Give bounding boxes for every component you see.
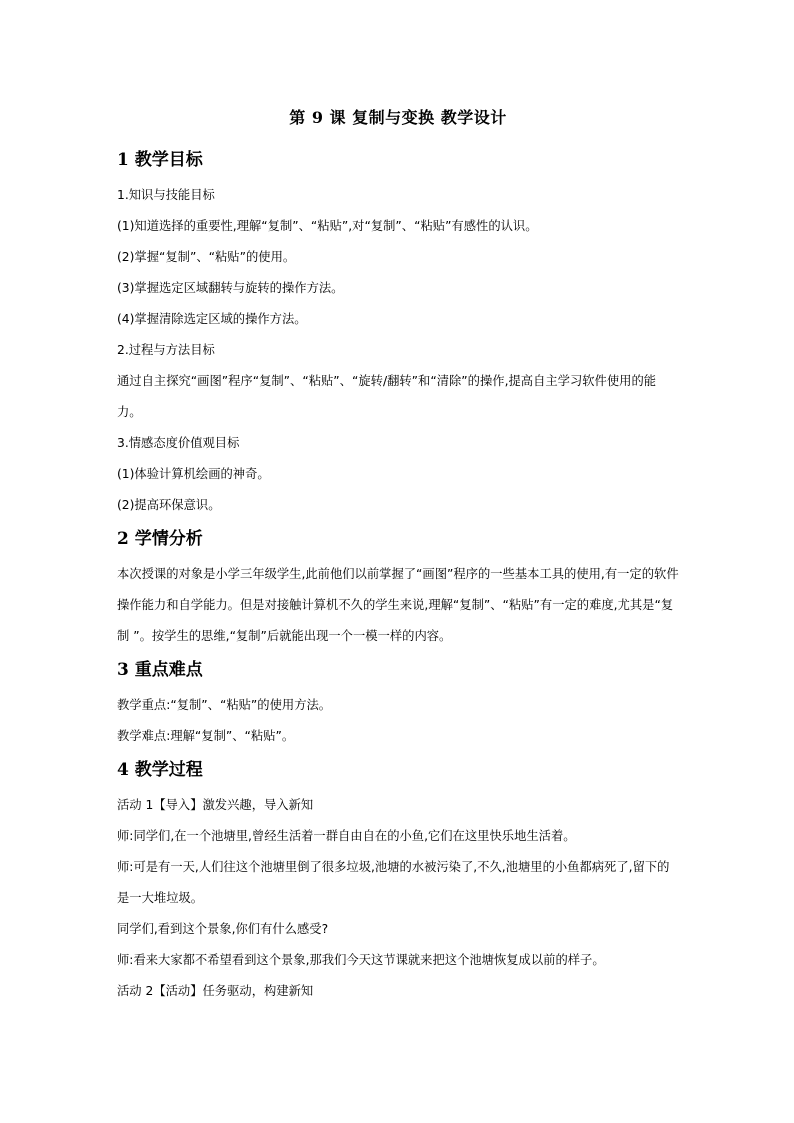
paragraph: 教学难点:理解“复制”、“粘贴”。 [117,729,295,743]
paragraph: 活动 1【导入】激发兴趣，导入新知 [117,798,314,812]
section-teaching-process [117,756,679,1007]
paragraph: 活动 2【活动】任务驱动，构建新知 [117,984,314,998]
paragraph: 3.情感态度价值观目标 [117,436,240,450]
paragraph: 师:同学们,在一个池塘里,曾经生活着一群自由自在的小鱼,它们在这里快乐地生活着。 [117,829,576,843]
section-key-points [117,656,679,752]
paragraph: 同学们,看到这个景象,你们有什么感受? [117,922,329,936]
paragraph: (2)提高环保意识。 [117,498,221,512]
section-teaching-objectives [117,146,679,521]
section-heading: 1 教学目标 [117,150,203,170]
paragraph: (2)掌握“复制”、“粘贴”的使用。 [117,250,296,264]
section-heading: 3 重点难点 [117,660,203,680]
paragraph: (3)掌握选定区域翻转与旋转的操作方法。 [117,281,344,295]
paragraph: 本次授课的对象是小学三年级学生,此前他们以前掌握了“画图”程序的一些基本工具的使用,有一定的软件操作能力和自学能力。但是对接触计算机不久的学生来说,理解“复制”、“粘贴”有一定的难度,尤其是“复制 ”。按学生的思维,“复制”后就能出现一个一模一样的内容。 [117,567,679,643]
document-page [117,104,679,1007]
paragraph: 1.知识与技能目标 [117,188,215,202]
document-title: 第 9 课 复制与变换 教学设计 [289,108,507,127]
paragraph: 师:看来大家都不希望看到这个景象,那我们今天这节课就来把这个池塘恢复成以前的样子。 [117,953,605,967]
paragraph: 教学重点:“复制”、“粘贴”的使用方法。 [117,698,332,712]
section-heading: 2 学情分析 [117,529,203,549]
section-heading: 4 教学过程 [117,760,203,780]
paragraph: 师:可是有一天,人们往这个池塘里倒了很多垃圾,池塘的水被污染了,不久,池塘里的小鱼都病死了,留下的是一大堆垃圾。 [117,860,670,905]
paragraph: (1)体验计算机绘画的神奇。 [117,467,270,481]
paragraph: 通过自主探究“画图”程序“复制”、“粘贴”、“旋转/翻转”和“清除”的操作,提高自主学习软件使用的能力。 [117,374,657,419]
paragraph: (1)知道选择的重要性,理解“复制”、“粘贴”,对“复制”、“粘贴”有感性的认识。 [117,219,538,233]
section-learner-analysis [117,525,679,652]
paragraph: 2.过程与方法目标 [117,343,215,357]
paragraph: (4)掌握清除选定区域的操作方法。 [117,312,307,326]
